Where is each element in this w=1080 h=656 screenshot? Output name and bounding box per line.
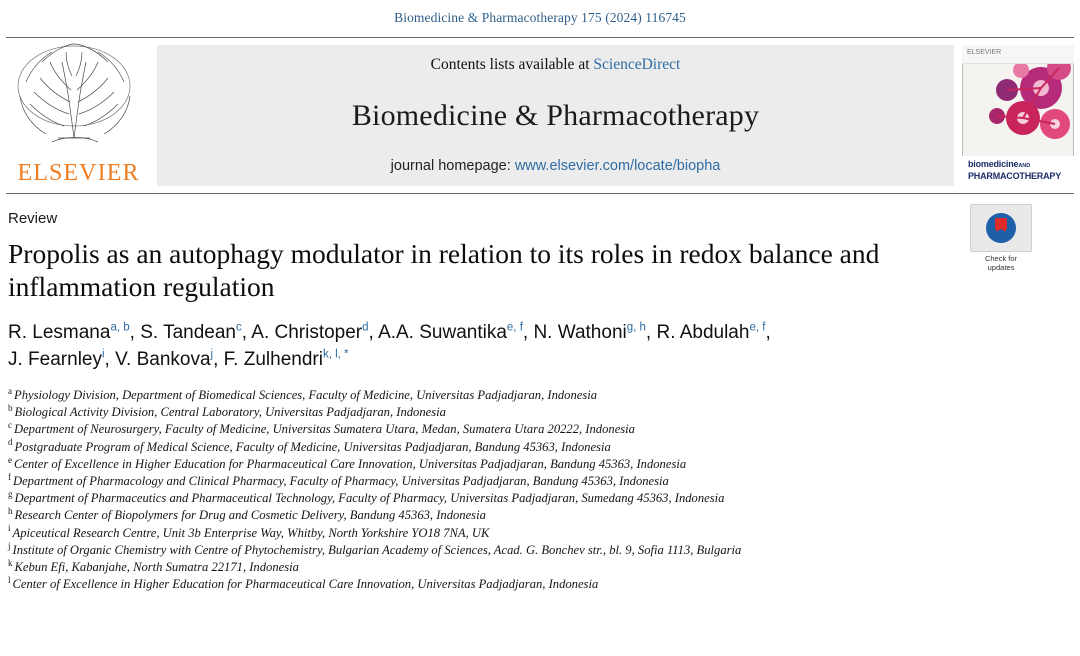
author-item[interactable] bbox=[533, 322, 645, 343]
author-name: R. Lesmana bbox=[8, 322, 111, 343]
author-sep: , bbox=[241, 322, 252, 343]
article-title: Propolis as an autophagy modulator in relation to its roles in redox balance and inflammation regulation bbox=[8, 238, 880, 302]
author-list bbox=[8, 319, 968, 373]
affiliation-marker: j bbox=[8, 540, 11, 551]
affiliation-text: Apiceutical Research Centre, Unit 3b Enterprise Way, Whitby, North Yorkshire YO18 7NA, UK bbox=[12, 525, 490, 540]
author-item[interactable] bbox=[224, 349, 349, 370]
affiliation-item bbox=[8, 576, 1072, 593]
journal-homepage-line bbox=[391, 158, 721, 174]
homepage-prefix: journal homepage: bbox=[390, 158, 515, 174]
author-sep: , bbox=[129, 322, 141, 343]
author-affil-marker: d bbox=[362, 321, 369, 334]
running-head: Biomedicine & Pharmacotherapy 175 (2024) 116745 bbox=[394, 10, 686, 25]
author-sep: , bbox=[522, 322, 534, 343]
elsevier-tree-icon bbox=[12, 42, 140, 152]
author-item[interactable] bbox=[656, 322, 765, 343]
affiliation-item bbox=[8, 387, 1072, 404]
cover-top-bar bbox=[962, 45, 1074, 64]
author-name: A.A. Suwantika bbox=[378, 322, 507, 343]
affiliation-text: Center of Excellence in Higher Education for Pharmaceutical Care Innovation, Universitas Padjadjaran, Indonesia bbox=[12, 577, 599, 592]
affiliation-text: Institute of Organic Chemistry with Centre of Phytochemistry, Bulgarian Academy of Sciences, Acad. G. Bonchev str., bl. 9, Sofia 1113, Bulgaria bbox=[12, 542, 742, 557]
affiliation-marker: l bbox=[8, 575, 11, 586]
author-affil-marker: a, b bbox=[110, 321, 130, 334]
affiliation-item bbox=[8, 439, 1072, 456]
author-affil-marker: i bbox=[101, 348, 105, 361]
elsevier-logo bbox=[6, 38, 151, 193]
affiliation-text: Center of Excellence in Higher Education for Pharmaceutical Care Innovation, Universitas Padjadjaran, Bandung 45363, Indonesia bbox=[14, 456, 687, 471]
article-type-label: Review bbox=[8, 210, 58, 227]
contents-available-line bbox=[431, 56, 681, 74]
affiliation-text: Department of Neurosurgery, Faculty of Medicine, Universitas Sumatera Utara, Medan, Sumatera Utara 20222, Indonesia bbox=[14, 422, 635, 437]
author-name: V. Bankova bbox=[115, 349, 211, 370]
author-sep: , bbox=[368, 322, 379, 343]
author-affil-marker: c bbox=[236, 321, 242, 334]
author-name: S. Tandean bbox=[140, 322, 236, 343]
crossmark-badge[interactable] bbox=[970, 204, 1032, 272]
author-item[interactable] bbox=[251, 322, 368, 343]
affiliation-text: Department of Pharmacology and Clinical Pharmacy, Faculty of Pharmacy, Universitas Padjadjaran, Bandung 45363, Indonesia bbox=[13, 474, 669, 489]
author-name: R. Abdulah bbox=[656, 322, 750, 343]
affiliation-item bbox=[8, 473, 1072, 490]
affiliation-item bbox=[8, 456, 1072, 473]
author-affil-marker: e, f bbox=[749, 321, 766, 334]
affiliation-marker: f bbox=[8, 471, 11, 482]
author-sep: , bbox=[645, 322, 657, 343]
journal-title: Biomedicine & Pharmacotherapy bbox=[351, 99, 760, 132]
article-header bbox=[0, 210, 1080, 593]
affiliation-text: Biological Activity Division, Central Laboratory, Universitas Padjadjaran, Indonesia bbox=[14, 405, 446, 420]
author-name: F. Zulhendri bbox=[223, 349, 323, 370]
affiliation-marker: b bbox=[8, 403, 13, 414]
affiliation-item bbox=[8, 490, 1072, 507]
author-sep: , bbox=[765, 322, 771, 343]
author-name: N. Wathoni bbox=[533, 322, 627, 343]
affiliation-text: Postgraduate Program of Medical Science, Faculty of Medicine, Universitas Padjadjaran, Bandung 45363, Indonesia bbox=[14, 439, 611, 454]
cover-journal-name-line1 bbox=[968, 160, 1070, 171]
journal-header-band bbox=[157, 45, 954, 186]
author-item[interactable] bbox=[8, 322, 130, 343]
cover-top-note: ELSEVIER bbox=[967, 49, 1002, 56]
author-item[interactable] bbox=[378, 322, 523, 343]
affiliation-text: Research Center of Biopolymers for Drug and Cosmetic Delivery, Bandung 45363, Indonesia bbox=[14, 508, 486, 523]
affiliation-item bbox=[8, 507, 1072, 524]
author-item[interactable] bbox=[140, 322, 242, 343]
cover-journal-name-line2: PHARMACOTHERAPY bbox=[968, 171, 1062, 181]
affiliation-text: Physiology Division, Department of Biomedical Sciences, Faculty of Medicine, Universitas Padjadjaran, Indonesia bbox=[14, 388, 598, 402]
affiliation-marker: c bbox=[8, 420, 12, 431]
author-affil-marker: e, f bbox=[506, 321, 523, 334]
contents-prefix: Contents lists available at bbox=[430, 56, 594, 73]
journal-masthead bbox=[6, 37, 1074, 194]
sciencedirect-link[interactable]: ScienceDirect bbox=[593, 56, 681, 73]
affiliation-text: Kebun Efi, Kabanjahe, North Sumatra 22171, Indonesia bbox=[14, 560, 299, 575]
affiliation-marker: g bbox=[8, 489, 13, 500]
corresponding-author-marker: k, l, * bbox=[322, 348, 349, 361]
affiliation-item bbox=[8, 542, 1072, 559]
author-affil-marker: g, h bbox=[626, 321, 646, 334]
affiliation-item bbox=[8, 525, 1072, 542]
elsevier-wordmark: ELSEVIER bbox=[17, 160, 140, 186]
crossmark-icon bbox=[986, 213, 1016, 243]
affiliation-item bbox=[8, 421, 1072, 438]
author-item[interactable] bbox=[115, 349, 213, 370]
author-line-2 bbox=[8, 349, 349, 370]
author-line-1 bbox=[8, 322, 771, 343]
cover-title-block bbox=[962, 156, 1074, 186]
affiliation-text: Department of Pharmaceutics and Pharmaceutical Technology, Faculty of Pharmacy, Universitas Padjadjaran, Sumedang 45363, Indonesia bbox=[14, 491, 725, 506]
affiliation-item bbox=[8, 559, 1072, 576]
cover-line1-text: biomedicine bbox=[968, 159, 1019, 169]
affiliation-list bbox=[8, 387, 1072, 593]
affiliation-marker: k bbox=[8, 557, 13, 568]
author-item[interactable] bbox=[8, 349, 105, 370]
crossmark-box[interactable] bbox=[970, 204, 1032, 252]
affiliation-marker: i bbox=[8, 523, 11, 534]
crossmark-line1: Check for bbox=[984, 254, 1018, 263]
affiliation-item bbox=[8, 404, 1072, 421]
author-affil-marker: j bbox=[210, 348, 214, 361]
affiliation-marker: a bbox=[8, 385, 12, 396]
affiliation-marker: e bbox=[8, 454, 12, 465]
crossmark-line2: updates bbox=[987, 262, 1015, 272]
author-sep: , bbox=[213, 349, 224, 370]
affiliation-marker: h bbox=[8, 506, 13, 517]
author-name: A. Christoper bbox=[251, 322, 363, 343]
cover-line1-small: AND bbox=[1018, 163, 1031, 169]
journal-homepage-link[interactable]: www.elsevier.com/locate/biopha bbox=[514, 158, 721, 174]
author-name: J. Fearnley bbox=[8, 349, 102, 370]
crossmark-caption bbox=[970, 255, 1032, 272]
affiliation-marker: d bbox=[8, 437, 13, 448]
author-sep: , bbox=[104, 349, 116, 370]
journal-cover-thumbnail bbox=[962, 45, 1074, 186]
